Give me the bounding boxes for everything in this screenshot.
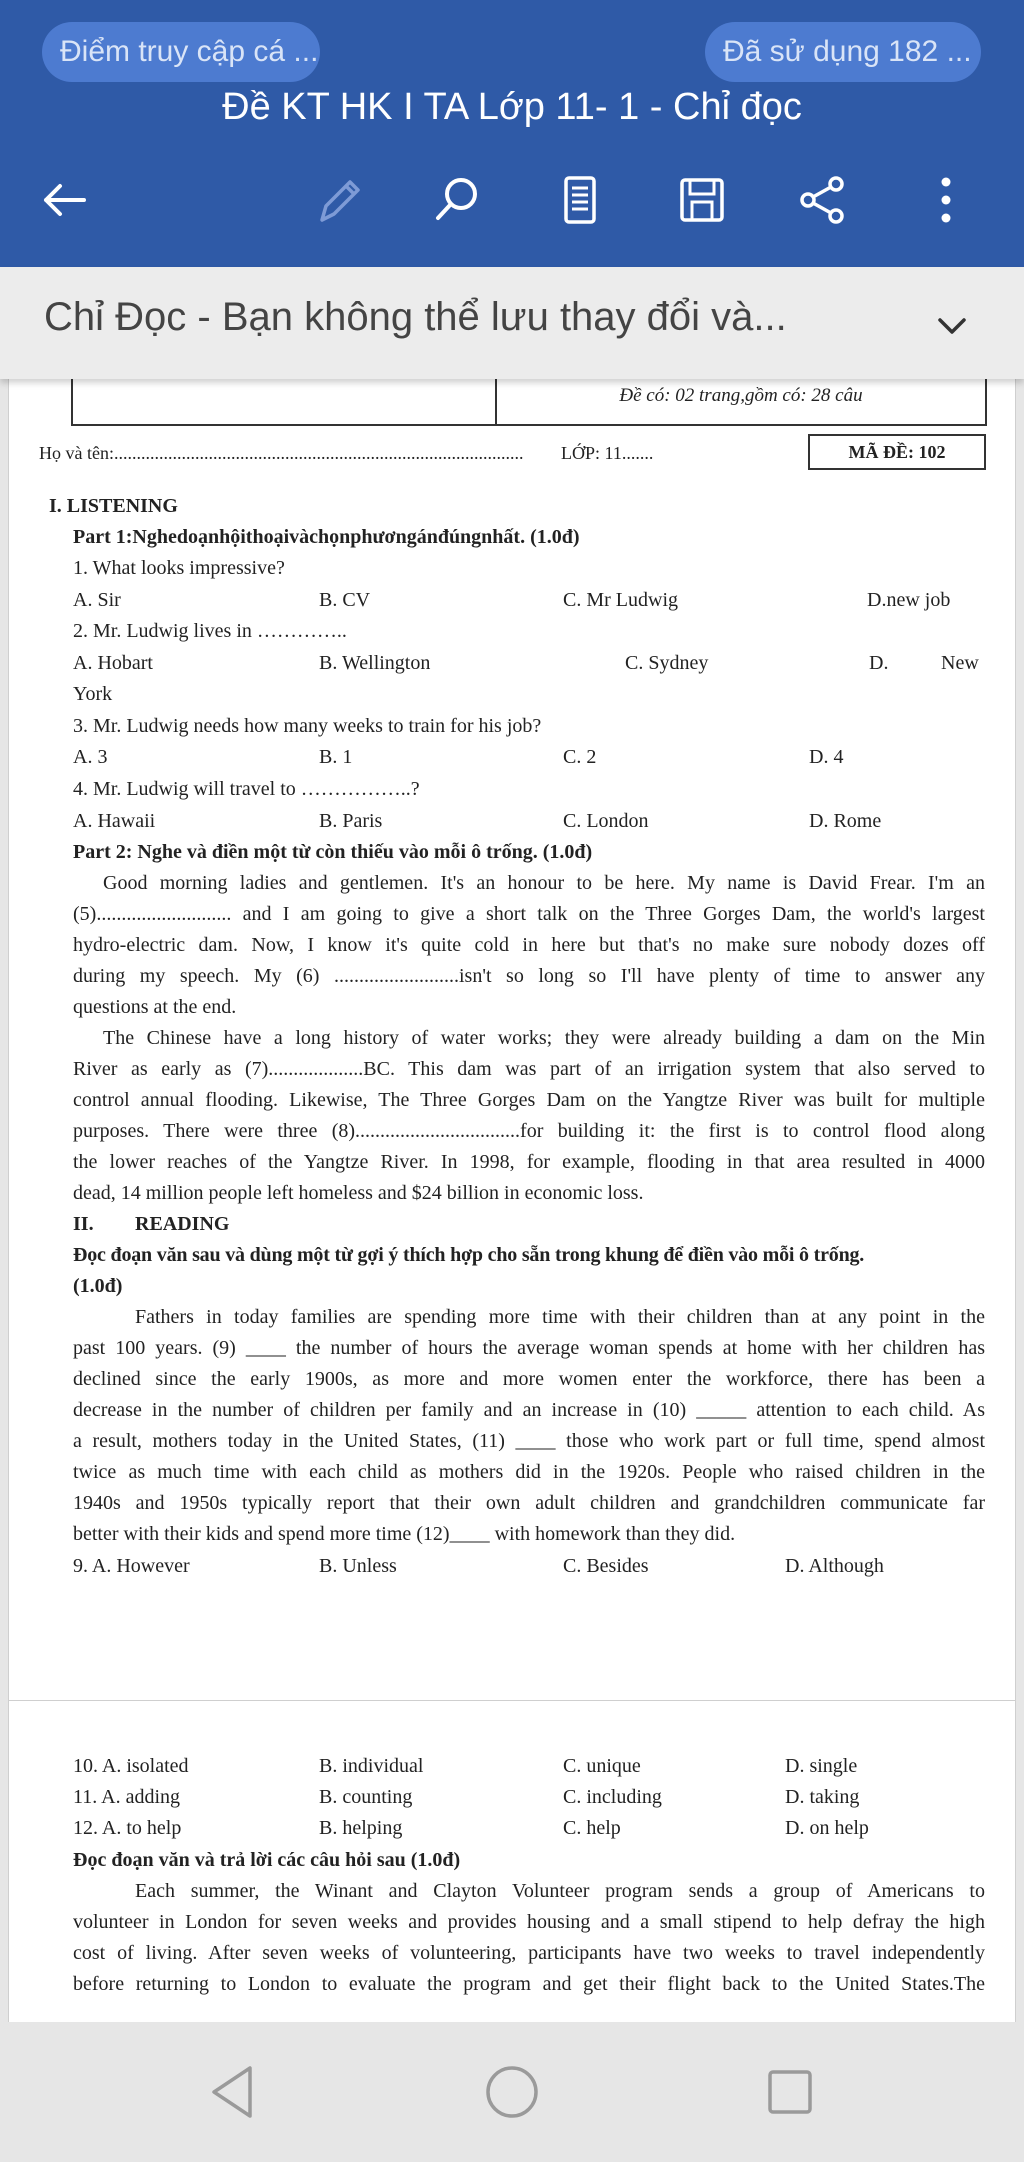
paragraph-line: 1940s and 1950s typically report that their own adult children and grandchildren communicate far (73, 1492, 985, 1514)
exam-code-box: MÃ ĐỀ: 102 (808, 434, 986, 470)
save-icon[interactable] (670, 168, 734, 232)
question-2-continued: York (73, 683, 113, 705)
option: B. counting (319, 1786, 413, 1808)
option: C. Sydney (625, 652, 709, 674)
paragraph-line: twice as much time with each child as mothers did in the 1920s. People who raised children in the (73, 1461, 985, 1483)
question-2: 2. Mr. Ludwig lives in ………….. (73, 620, 347, 642)
paragraph-line: dead, 14 million people left homeless and $24 billion in economic loss. (73, 1182, 644, 1204)
chevron-down-icon[interactable] (928, 302, 976, 350)
document-viewer[interactable] (0, 379, 1024, 2022)
back-arrow-icon[interactable] (32, 168, 96, 232)
read-only-banner[interactable] (0, 267, 1024, 379)
paragraph-line: past 100 years. (9) ____ the number of hours the average woman spends at home with her children has (73, 1337, 985, 1359)
paragraph-line: before returning to London to evaluate the program and get their flight back to the United States.The (73, 1973, 985, 1995)
option: A. 3 (73, 746, 108, 768)
option: D. (869, 652, 889, 674)
part2-heading: Part 2: Nghe và điền một từ còn thiếu vào mỗi ô trống. (1.0đ) (73, 841, 593, 863)
option: B. Paris (319, 810, 383, 832)
option: C. unique (563, 1755, 641, 1777)
more-icon[interactable] (914, 168, 978, 232)
student-name-field: Họ và tên:........................................................................................... (39, 443, 524, 463)
option: D.new job (867, 589, 951, 611)
option: A. Hobart (73, 652, 153, 674)
paragraph-line: control annual flooding. Likewise, The Three Gorges Dam on the Yangtze River was built for multiple (73, 1089, 985, 1111)
paragraph-line: Fathers in today families are spending more time with their children than at any point in the (135, 1306, 985, 1328)
class-field: LỚP: 11....... (561, 443, 654, 463)
paragraph-line: cost of living. After seven weeks of volunteering, participants have two weeks to travel independently (73, 1942, 985, 1964)
option: A. Hawaii (73, 810, 156, 832)
option: C. including (563, 1786, 662, 1808)
paragraph-line: Good morning ladies and gentlemen. It's an honour to be here. My name is David Frear. I'm an (103, 872, 985, 894)
option: D. taking (785, 1786, 860, 1808)
option: B. Wellington (319, 652, 431, 674)
option: D. on help (785, 1817, 869, 1839)
option: B. CV (319, 589, 371, 611)
paragraph-line: River as early as (7)...................BC. This dam was part of an irrigation system that also served to (73, 1058, 985, 1080)
share-icon[interactable] (790, 168, 854, 232)
option: C. Mr Ludwig (563, 589, 678, 611)
part3-heading: Đọc đoạn văn và trả lời các câu hỏi sau (1.0đ) (73, 1849, 461, 1871)
option: B. individual (319, 1755, 424, 1777)
option: B. helping (319, 1817, 403, 1839)
paragraph-line: questions at the end. (73, 996, 237, 1018)
option: A. Sir (73, 589, 121, 611)
option: B. 1 (319, 746, 353, 768)
system-navigation-bar (0, 2022, 1024, 2162)
paragraph-line: a result, mothers today in the United States, (11) ____ those who work part or full time, spend almost (73, 1430, 985, 1452)
nav-recents-icon[interactable] (758, 2060, 822, 2124)
option: C. London (563, 810, 649, 832)
option: D. Although (785, 1555, 884, 1577)
exam-pages-info: Đề có: 02 trang,gồm có: 28 câu (619, 385, 863, 406)
option: 12. A. to help (73, 1817, 182, 1839)
option: C. Besides (563, 1555, 649, 1577)
option: B. Unless (319, 1555, 397, 1577)
data-usage-pill[interactable]: Đã sử dụng 182 ... (705, 22, 981, 82)
option: C. 2 (563, 746, 597, 768)
app-header (0, 0, 1024, 267)
reading-instruction: Đọc đoạn văn sau và dùng một từ gợi ý thích hợp cho sẵn trong khung để điền vào mỗi ô trống. (73, 1244, 865, 1266)
pencil-icon[interactable] (306, 168, 370, 232)
paragraph-line: better with their kids and spend more time (12)____ with homework than they did. (73, 1523, 736, 1545)
paragraph-line: decrease in the number of children per family and an increase in (10) _____ attention to each child. As (73, 1399, 985, 1421)
question-4: 4. Mr. Ludwig will travel to ……………..? (73, 778, 420, 800)
option: D. Rome (809, 810, 882, 832)
option: 11. A. adding (73, 1786, 181, 1808)
option: D. 4 (809, 746, 844, 768)
option: C. help (563, 1817, 621, 1839)
reading-view-icon[interactable] (548, 168, 612, 232)
search-icon[interactable] (426, 168, 490, 232)
paragraph-line: Each summer, the Winant and Clayton Volunteer program sends a group of Americans to (135, 1880, 985, 1902)
reading-heading: READING (135, 1213, 230, 1235)
read-only-message: Chỉ Đọc - Bạn không thể lưu thay đổi và... (44, 295, 787, 339)
part1-heading: Part 1:Nghedoạnhộithoạivàchọnphươngánđúngnhất. (1.0đ) (73, 526, 580, 548)
paragraph-line: declined since the early 1900s, as more and more women enter the workforce, there has been a (73, 1368, 985, 1390)
nav-back-icon[interactable] (204, 2060, 268, 2124)
paragraph-line: purposes. There were three (8).................................for building it: the first is to control flood along (73, 1120, 985, 1142)
paragraph-line: (5)........................... and I am going to give a short talk on the Three Gorges Dam, the world's largest (73, 903, 985, 925)
option: 10. A. isolated (73, 1755, 189, 1777)
paragraph-line: volunteer in London for seven weeks and provides housing and a small stipend to help defray the high (73, 1911, 985, 1933)
listening-heading: I. LISTENING (49, 495, 178, 517)
question-1: 1. What looks impressive? (73, 557, 285, 579)
reading-instruction-score: (1.0đ) (73, 1275, 123, 1297)
paragraph-line: hydro-electric dam. Now, I know it's quite cold in here but that's no make sure nobody dozes off (73, 934, 985, 956)
access-point-pill[interactable]: Điểm truy cập cá ... (42, 22, 320, 82)
paragraph-line: The Chinese have a long history of water works; they were already building a dam on the Min (103, 1027, 985, 1049)
paragraph-line: the lower reaches of the Yangtze River. In 1998, for example, flooding in that area resulted in 4000 (73, 1151, 985, 1173)
nav-home-icon[interactable] (480, 2060, 544, 2124)
option: New (941, 652, 979, 674)
paragraph-line: during my speech. My (6) .........................isn't so long so I'll have plenty of time to answer any (73, 965, 985, 987)
document-title: Đề KT HK I TA Lớp 11- 1 - Chỉ đọc (222, 86, 802, 128)
option: 9. A. However (73, 1555, 190, 1577)
reading-heading-number: II. (73, 1213, 94, 1235)
question-3: 3. Mr. Ludwig needs how many weeks to train for his job? (73, 715, 542, 737)
option: D. single (785, 1755, 858, 1777)
